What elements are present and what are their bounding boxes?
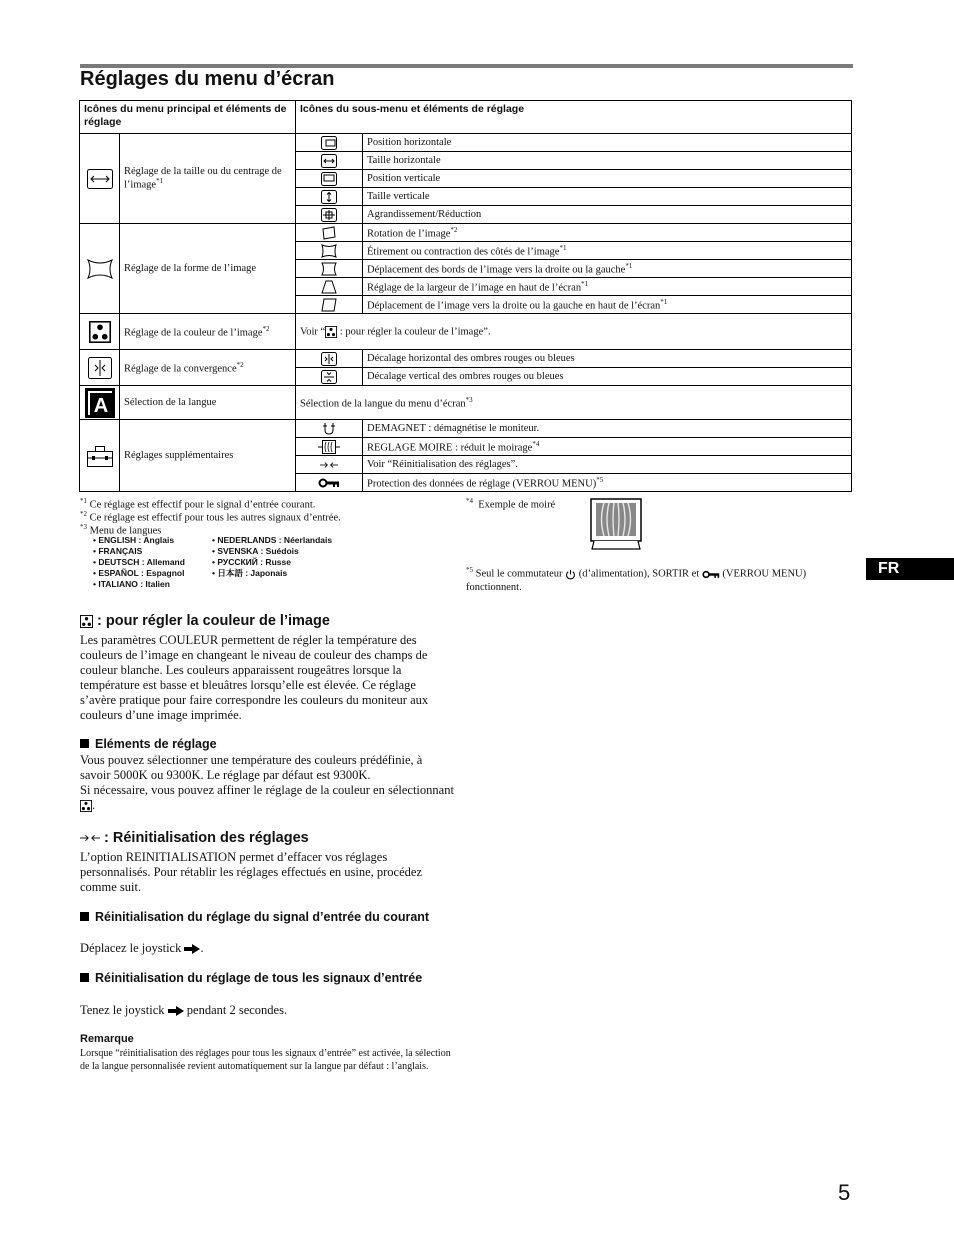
joystick-right-arrow-icon xyxy=(184,944,200,954)
sub-item: Position horizontale xyxy=(363,134,852,152)
reset-current-heading: Réinitialisation du réglage du signal d’entrée du courant xyxy=(80,910,440,925)
color-icon xyxy=(80,314,120,350)
menu-convergence: Réglage de la convergence$^{*2}$ xyxy=(120,350,296,386)
menu-geometry: Réglage de la forme de l’image xyxy=(120,224,296,314)
footnote-1: $^{*1}$ Ce réglage est effectif pour le signal d’entrée courant. xyxy=(80,497,316,511)
page-number: 5 xyxy=(838,1180,851,1205)
sub-item: Étirement ou contraction des côtés de l’image$^{*1}$ xyxy=(363,242,852,260)
language-list-1: • ENGLISH : Anglais • FRANÇAIS • DEUTSCH : Allemand • ESPAÑOL : Espagnol • ITALIANO : Italien xyxy=(93,535,185,590)
moire-example-image xyxy=(590,498,642,550)
note-title: Remarque xyxy=(80,1033,134,1045)
degauss-icon xyxy=(296,420,363,438)
reset-section-heading: : Réinitialisation des réglages xyxy=(80,830,309,846)
language-icon xyxy=(80,386,120,420)
sub-item: Taille horizontale xyxy=(363,152,852,170)
h-size-icon xyxy=(296,152,363,170)
color-icon xyxy=(80,615,93,628)
power-icon xyxy=(565,569,576,580)
options-toolbox-icon xyxy=(80,420,120,492)
menu-size-center: Réglage de la taille ou du centrage de l’image$^{*1}$ xyxy=(120,134,296,224)
adjust-items-heading: Eléments de réglage xyxy=(80,737,217,752)
v-convergence-icon xyxy=(296,368,363,386)
color-section-heading: : pour régler la couleur de l’image xyxy=(80,613,330,629)
menu-table xyxy=(79,100,852,492)
svg-text:A: A xyxy=(93,394,108,417)
v-position-icon xyxy=(296,170,363,188)
sub-item: Position verticale xyxy=(363,170,852,188)
language-tab-fr: FR xyxy=(866,558,954,580)
pincushion-icon xyxy=(296,242,363,260)
language-list-2: • NEDERLANDS : Néerlandais • SVENSKA : Suédois • РУССКИЙ : Russe • 日本語 : Japonais xyxy=(212,535,332,579)
size-center-icon xyxy=(80,134,120,224)
sub-item: Taille verticale xyxy=(363,188,852,206)
header-main: Icônes du menu principal et éléments de réglage xyxy=(80,101,296,134)
sub-item: Déplacement des bords de l’image vers la droite ou la gauche$^{*1}$ xyxy=(363,260,852,278)
joystick-right-arrow-icon xyxy=(168,1006,184,1016)
reset-all-body: Tenez le joystick pendant 2 secondes. xyxy=(80,1003,288,1017)
sub-item: Déplacement de l’image vers la droite ou la gauche en haut de l’écran$^{*1}$ xyxy=(363,296,852,314)
sub-item: Rotation de l’image$^{*2}$ xyxy=(363,224,852,242)
sub-color-see: Voir “ : pour régler la couleur de l’image”. xyxy=(296,314,852,350)
reset-current-body: Déplacez le joystick . xyxy=(80,941,204,955)
reset-section-body: L’option REINITIALISATION permet d’effacer vos réglages personnalisés. Pour rétablir les réglages effectués en usine, procédez comme suit. xyxy=(80,850,422,894)
sub-item: Décalage horizontal des ombres rouges ou bleues xyxy=(363,350,852,368)
bullet-square-icon xyxy=(80,912,89,921)
reset-icon xyxy=(296,456,363,474)
menu-options: Réglages supplémentaires xyxy=(120,420,296,492)
reset-all-heading: Réinitialisation du réglage de tous les signaux d’entrée xyxy=(80,971,440,986)
adjust-items-body: Vous pouvez sélectionner une température des couleurs prédéfinie, à savoir 5000K ou 9300K. Le réglage par défaut est 9300K. Si nécessaire, vous pouvez affiner le réglage de la couleur en sélectionnant . xyxy=(80,753,454,812)
footnote-3: $^{*3}$ Menu de langues xyxy=(80,523,162,537)
color-icon xyxy=(325,326,337,338)
sub-item: Protection des données de réglage (VERROU MENU)$^{*5}$ xyxy=(363,474,852,492)
v-size-icon xyxy=(296,188,363,206)
parallelogram-icon xyxy=(296,296,363,314)
sub-item: Réglage de la largeur de l’image en haut de l’écran$^{*1}$ xyxy=(363,278,852,296)
menu-language: Sélection de la langue xyxy=(120,386,296,420)
note-body: Lorsque “réinitialisation des réglages pour tous les signaux d’entrée” est activée, la sélection de la langue personnalisée revient automatiquement sur la langue par défaut : l’anglais. xyxy=(80,1048,451,1072)
sub-item: Voir “Réinitialisation des réglages”. xyxy=(363,456,852,474)
key-lock-icon xyxy=(702,570,720,579)
color-icon xyxy=(80,800,92,812)
bullet-square-icon xyxy=(80,739,89,748)
sub-item: DEMAGNET : démagnétise le moniteur. xyxy=(363,420,852,438)
zoom-icon xyxy=(296,206,363,224)
geometry-icon xyxy=(80,224,120,314)
rotation-icon xyxy=(296,224,363,242)
bullet-square-icon xyxy=(80,973,89,982)
pin-balance-icon xyxy=(296,260,363,278)
footnote-2: $^{*2}$ Ce réglage est effectif pour tous les autres signaux d’entrée. xyxy=(80,510,341,524)
sub-item: REGLAGE MOIRE : réduit le moirage$^{*4}$ xyxy=(363,438,852,456)
sub-language: Sélection de la langue du menu d’écran$^{*3}$ xyxy=(296,386,852,420)
color-section-body: Les paramètres COULEUR permettent de régler la température des couleurs de l’image en changeant le niveau de couleur des champs de couleur blanche. Les couleurs apparaissent rougeâtres lorsque la température est basse et bleuâtres lorsqu’elle est élevée. Ce réglage s’avère pratique pour faire correspondre les couleurs du moniteur aux couleurs d’une image imprimée. xyxy=(80,633,429,722)
page-title: Réglages du menu d’écran xyxy=(80,68,335,90)
convergence-icon xyxy=(80,350,120,386)
trapezoid-icon xyxy=(296,278,363,296)
footnote-4: $^{*4}$ Exemple de moiré xyxy=(466,497,556,511)
reset-icon xyxy=(80,834,100,842)
sub-item: Agrandissement/Réduction xyxy=(363,206,852,224)
header-sub: Icônes du sous-menu et éléments de réglage xyxy=(296,101,852,134)
footnote-5: $^{*5}$ Seul le commutateur (d’alimentation), SORTIR et (VERROU MENU) fonctionnent. xyxy=(466,566,807,593)
h-convergence-icon xyxy=(296,350,363,368)
moire-icon xyxy=(296,438,363,456)
key-lock-icon xyxy=(296,474,363,492)
sub-item: Décalage vertical des ombres rouges ou bleues xyxy=(363,368,852,386)
h-position-icon xyxy=(296,134,363,152)
menu-color: Réglage de la couleur de l’image$^{*2}$ xyxy=(120,314,296,350)
